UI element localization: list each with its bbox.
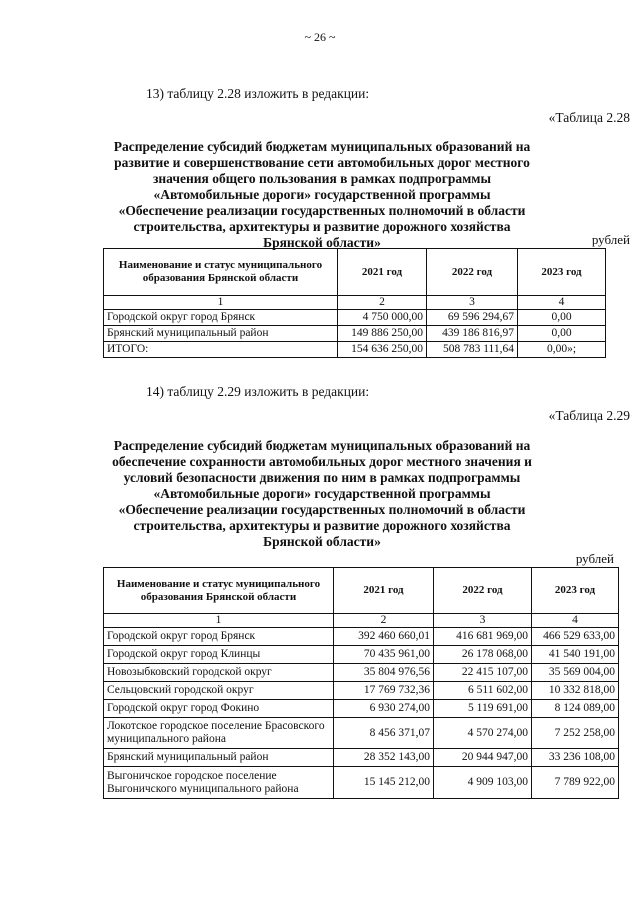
value-2023: 8 124 089,00 bbox=[532, 700, 619, 718]
value-2022: 20 944 947,00 bbox=[434, 749, 532, 767]
item-14-text: 14) таблицу 2.29 изложить в редакции: bbox=[146, 384, 370, 399]
value-2023: 35 569 004,00 bbox=[532, 664, 619, 682]
column-header-2023: 2023 год bbox=[518, 249, 606, 296]
value-2021: 17 769 732,36 bbox=[334, 682, 434, 700]
total-2021: 154 636 250,00 bbox=[338, 342, 427, 358]
value-2023: 466 529 633,00 bbox=[532, 628, 619, 646]
total-2023: 0,00»; bbox=[518, 342, 606, 358]
table-header-row bbox=[104, 568, 619, 614]
table-row bbox=[104, 767, 619, 799]
table-row bbox=[104, 664, 619, 682]
table-row bbox=[104, 700, 619, 718]
value-2022: 5 119 691,00 bbox=[434, 700, 532, 718]
column-header-municipality: Наименование и статус муниципального образования Брянской области bbox=[104, 568, 334, 614]
municipality-name: Городской округ город Клинцы bbox=[104, 646, 334, 664]
table-2-28-heading: Распределение субсидий бюджетам муниципальных образований на развитие и совершенствование сети автомобильных дорог местного значения общего пользования в рамках подпрограммы «Автомобильные дороги» государственной программы «Обеспечение реализации государственных полномочий в области строительства, архитектуры и развитие дорожного хозяйства Брянской области» bbox=[113, 139, 531, 250]
municipality-name: Брянский муниципальный район bbox=[104, 326, 338, 342]
value-2023: 0,00 bbox=[518, 326, 606, 342]
municipality-name: Брянский муниципальный район bbox=[104, 749, 334, 767]
table-row bbox=[104, 749, 619, 767]
table-row bbox=[104, 646, 619, 664]
column-number: 2 bbox=[338, 296, 427, 310]
value-2022: 439 186 816,97 bbox=[427, 326, 518, 342]
column-number: 4 bbox=[532, 614, 619, 628]
table-total-row bbox=[104, 342, 606, 358]
column-number-row bbox=[104, 296, 606, 310]
value-2021: 70 435 961,00 bbox=[334, 646, 434, 664]
column-number: 1 bbox=[104, 296, 338, 310]
value-2022: 6 511 602,00 bbox=[434, 682, 532, 700]
table-row bbox=[104, 718, 619, 749]
column-header-municipality: Наименование и статус муниципального образования Брянской области bbox=[104, 249, 338, 296]
municipality-name: Городской округ город Брянск bbox=[104, 310, 338, 326]
column-header-2022: 2022 год bbox=[434, 568, 532, 614]
total-2022: 508 783 111,64 bbox=[427, 342, 518, 358]
value-2021: 149 886 250,00 bbox=[338, 326, 427, 342]
value-2023: 10 332 818,00 bbox=[532, 682, 619, 700]
column-number: 4 bbox=[518, 296, 606, 310]
value-2023: 41 540 191,00 bbox=[532, 646, 619, 664]
column-header-2022: 2022 год bbox=[427, 249, 518, 296]
column-header-2021: 2021 год bbox=[334, 568, 434, 614]
column-number: 1 bbox=[104, 614, 334, 628]
value-2023: 0,00 bbox=[518, 310, 606, 326]
value-2023: 7 252 258,00 bbox=[532, 718, 619, 749]
column-header-2021: 2021 год bbox=[338, 249, 427, 296]
table-2-29-label: «Таблица 2.29 bbox=[548, 408, 630, 423]
table-2-29 bbox=[103, 567, 619, 799]
value-2021: 35 804 976,56 bbox=[334, 664, 434, 682]
value-2021: 392 460 660,01 bbox=[334, 628, 434, 646]
value-2023: 33 236 108,00 bbox=[532, 749, 619, 767]
total-label: ИТОГО: bbox=[104, 342, 338, 358]
value-2021: 6 930 274,00 bbox=[334, 700, 434, 718]
value-2021: 4 750 000,00 bbox=[338, 310, 427, 326]
table-2-29-heading: Распределение субсидий бюджетам муниципальных образований на обеспечение сохранности автомобильных дорог местного значения и условий безопасности движения по ним в рамках подпрограммы «Автомобильные дороги» государственной программы «Обеспечение реализации государственных полномочий в области строительства, архитектуры и развитие дорожного хозяйства Брянской области» bbox=[112, 438, 532, 549]
table-row bbox=[104, 310, 606, 326]
municipality-name: Городской округ город Фокино bbox=[104, 700, 334, 718]
value-2021: 28 352 143,00 bbox=[334, 749, 434, 767]
value-2023: 7 789 922,00 bbox=[532, 767, 619, 799]
table-2-29-units: рублей bbox=[575, 551, 614, 566]
value-2022: 416 681 969,00 bbox=[434, 628, 532, 646]
column-header-2023: 2023 год bbox=[532, 568, 619, 614]
table-2-28-units: рублей bbox=[591, 232, 630, 247]
table-row bbox=[104, 628, 619, 646]
column-number: 2 bbox=[334, 614, 434, 628]
municipality-name: Локотское городское поселение Брасовского муниципального района bbox=[104, 718, 334, 749]
value-2021: 8 456 371,07 bbox=[334, 718, 434, 749]
value-2021: 15 145 212,00 bbox=[334, 767, 434, 799]
value-2022: 26 178 068,00 bbox=[434, 646, 532, 664]
item-13-text: 13) таблицу 2.28 изложить в редакции: bbox=[146, 86, 370, 101]
value-2022: 69 596 294,67 bbox=[427, 310, 518, 326]
table-header-row bbox=[104, 249, 606, 296]
table-2-28 bbox=[103, 248, 606, 358]
table-2-28-label: «Таблица 2.28 bbox=[548, 110, 630, 125]
page-number: ~ 26 ~ bbox=[304, 30, 336, 44]
value-2022: 4 909 103,00 bbox=[434, 767, 532, 799]
municipality-name: Городской округ город Брянск bbox=[104, 628, 334, 646]
municipality-name: Сельцовский городской округ bbox=[104, 682, 334, 700]
value-2022: 4 570 274,00 bbox=[434, 718, 532, 749]
value-2022: 22 415 107,00 bbox=[434, 664, 532, 682]
table-row bbox=[104, 682, 619, 700]
table-row bbox=[104, 326, 606, 342]
column-number: 3 bbox=[427, 296, 518, 310]
municipality-name: Новозыбковский городской округ bbox=[104, 664, 334, 682]
column-number: 3 bbox=[434, 614, 532, 628]
municipality-name: Выгоничское городское поселение Выгоничского муниципального района bbox=[104, 767, 334, 799]
column-number-row bbox=[104, 614, 619, 628]
